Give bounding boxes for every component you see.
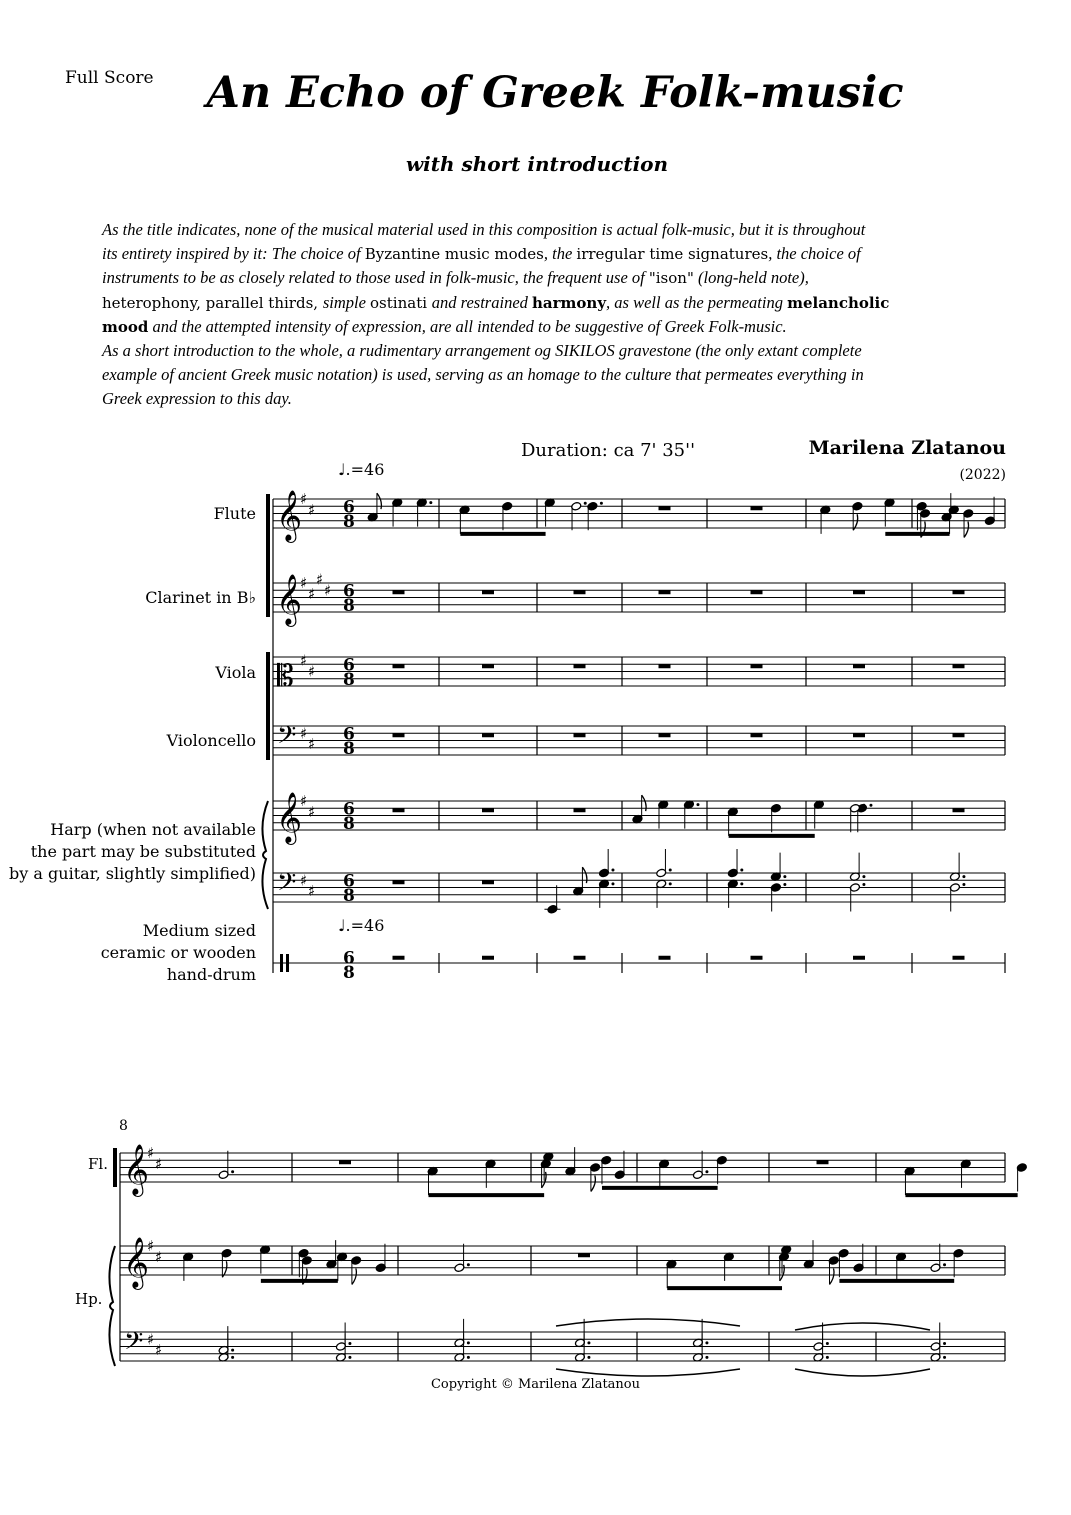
dot [467, 1341, 470, 1344]
alto-clef-icon: 𝄡 [277, 659, 294, 694]
flag [829, 1269, 834, 1285]
time-signature-denominator: 8 [343, 814, 355, 834]
dot [740, 869, 743, 872]
instrument-abbr-harp: Hp. [75, 1290, 103, 1308]
program-note-segment: As the title indicates, none of the musical material used in this composition is actual folk-music, but it is throughout [102, 220, 866, 239]
brace-harp [109, 1246, 115, 1366]
time-signature-denominator: 8 [343, 512, 355, 532]
whole-rest-icon [751, 506, 763, 510]
program-note-segment: Byzantine music modes [364, 245, 544, 264]
whole-rest-icon [751, 590, 763, 594]
program-note-segment: , the choice of [768, 244, 861, 264]
dot [862, 804, 865, 807]
whole-rest-icon [953, 808, 965, 812]
whole-rest-icon [751, 733, 763, 737]
instrument-label-clarinet: Clarinet in B♭ [145, 588, 256, 607]
program-note-segment: mood [102, 317, 149, 336]
harp-label-line: Harp (when not available [50, 820, 256, 839]
program-note-segment: simple [322, 292, 371, 312]
composer-name: Marilena Zlatanou [808, 437, 1006, 459]
whole-rest-icon [339, 1160, 351, 1164]
dot [869, 804, 872, 807]
dot [587, 1356, 590, 1359]
whole-rest-icon [393, 664, 405, 668]
sharp-icon: ♯ [308, 662, 316, 681]
sharp-icon: ♯ [147, 1330, 155, 1349]
dot [705, 1170, 708, 1173]
sharp-icon: ♯ [155, 1247, 163, 1266]
drum-label-line: Medium sized [142, 921, 256, 940]
whole-rest-icon [482, 880, 494, 884]
program-note-segment: ostinati [370, 293, 432, 312]
duration-text: Duration: ca 7' 35'' [521, 440, 696, 461]
sharp-icon: ♯ [300, 871, 308, 890]
whole-rest-icon [574, 733, 586, 737]
whole-rest-icon [853, 733, 865, 737]
sharp-icon: ♯ [300, 574, 308, 592]
time-signature-denominator: 8 [343, 886, 355, 906]
bass-clef-icon: 𝄢 [124, 1326, 144, 1362]
whole-rest-icon [482, 733, 494, 737]
dot [943, 1356, 946, 1359]
time-signature-denominator: 8 [343, 963, 355, 983]
sharp-icon: ♯ [147, 1144, 155, 1162]
dot [348, 1356, 351, 1359]
whole-rest-icon [953, 590, 965, 594]
whole-rest-icon [953, 733, 965, 737]
dot [862, 875, 865, 878]
sharp-icon: ♯ [300, 792, 308, 810]
time-signature-denominator: 8 [343, 739, 355, 759]
dot [740, 882, 743, 885]
sharp-icon: ♯ [155, 1341, 163, 1360]
whole-rest-icon [393, 733, 405, 737]
program-note-segment: its entirety inspired by it: The choice of [102, 244, 365, 264]
time-signature-numerator: 6 [343, 799, 355, 820]
program-note-segment: Greek expression to this day. [102, 389, 292, 409]
time-signature-numerator: 6 [343, 948, 355, 969]
dot [611, 869, 614, 872]
whole-rest-icon [817, 1160, 829, 1164]
time-signature-numerator: 6 [343, 655, 355, 676]
score-title: An Echo of Greek Folk-music [206, 68, 904, 118]
whole-rest-icon [751, 664, 763, 668]
treble-clef-icon: 𝄞 [276, 792, 303, 844]
sharp-icon: ♯ [324, 581, 332, 600]
score-subtitle: with short introduction [405, 152, 669, 176]
sharp-icon: ♯ [308, 802, 316, 821]
whole-rest-icon [574, 808, 586, 812]
sharp-icon: ♯ [155, 1154, 163, 1173]
sharp-icon: ♯ [300, 724, 308, 743]
whole-rest-icon [393, 880, 405, 884]
whole-rest-icon [853, 590, 865, 594]
sharp-icon: ♯ [308, 500, 316, 519]
sharp-icon: ♯ [308, 735, 316, 754]
whole-rest-icon [953, 956, 965, 960]
measure-number: 8 [119, 1118, 128, 1134]
dot [231, 1349, 234, 1352]
program-note-segment: instruments to be as closely related to those used in folk-music, the frequent use of [102, 268, 649, 288]
dot [584, 502, 587, 505]
program-note-segment: "ison" [648, 269, 694, 288]
drum-label-line: hand-drum [166, 965, 256, 984]
flag [352, 1269, 357, 1285]
whole-rest-icon [574, 590, 586, 594]
tempo-marking-drum: ♩.=46 [338, 916, 385, 935]
sharp-icon: ♯ [308, 882, 316, 901]
program-note-segment: , the [543, 244, 577, 264]
instrument-label-cello: Violoncello [166, 731, 256, 750]
program-note-segment: irregular time signatures [576, 245, 769, 264]
percussion-clef-icon [280, 954, 283, 972]
dot [826, 1342, 829, 1345]
whole-rest-icon [659, 956, 671, 960]
flag [591, 1176, 596, 1192]
treble-clef-icon: 𝄞 [276, 574, 303, 626]
time-signature-denominator: 8 [343, 670, 355, 690]
time-signature-numerator: 6 [343, 581, 355, 602]
percussion-clef-icon [286, 954, 289, 972]
whole-rest-icon [659, 733, 671, 737]
instrument-abbr-flute: Fl. [88, 1155, 108, 1173]
dot [962, 875, 965, 878]
tie [795, 1369, 930, 1376]
treble-clef-icon: 𝄞 [123, 1144, 150, 1196]
tie [556, 1369, 740, 1376]
dot [429, 501, 432, 504]
flag [964, 522, 969, 538]
dot [231, 1356, 234, 1359]
sharp-icon: ♯ [300, 651, 308, 670]
program-note-segment: example of ancient Greek music notation) is used, serving as an homage to the culture that permeates everything in [102, 365, 864, 385]
dot [467, 1356, 470, 1359]
whole-rest-icon [953, 664, 965, 668]
sharp-icon: ♯ [308, 584, 316, 603]
bass-clef-icon: 𝄢 [277, 720, 297, 756]
treble-clef-icon: 𝄞 [276, 490, 303, 542]
dot [783, 883, 786, 886]
whole-rest-icon [482, 808, 494, 812]
dot [696, 803, 699, 806]
tie [556, 1319, 740, 1326]
whole-rest-icon [482, 956, 494, 960]
time-signature-numerator: 6 [343, 724, 355, 745]
dot [826, 1356, 829, 1359]
whole-rest-icon [751, 956, 763, 960]
tempo-marking: ♩.=46 [338, 460, 385, 479]
sharp-icon: ♯ [147, 1237, 155, 1255]
dot [705, 1341, 708, 1344]
whole-rest-icon [659, 664, 671, 668]
dot [705, 1356, 708, 1359]
program-note-segment: heterophony, parallel thirds, [102, 293, 323, 312]
dot [611, 882, 614, 885]
program-note-segment: As a short introduction to the whole, a rudimentary arrangement og SIKILOS gravestone (the only extant complete [102, 341, 862, 361]
drum-label-line: ceramic or wooden [100, 943, 256, 962]
whole-rest-icon [574, 664, 586, 668]
dot [943, 1263, 946, 1266]
sharp-icon: ♯ [300, 490, 308, 508]
whole-rest-icon [574, 956, 586, 960]
harp-label-line: by a guitar, slightly simplified) [9, 864, 256, 883]
brace-harp [262, 801, 268, 909]
whole-rest-icon [482, 664, 494, 668]
whole-rest-icon [393, 956, 405, 960]
dot [467, 1263, 470, 1266]
treble-clef-icon: 𝄞 [123, 1237, 150, 1289]
dot [348, 1342, 351, 1345]
time-signature-numerator: 6 [343, 497, 355, 518]
program-note-segment: , as well as the permeating [606, 292, 788, 312]
whole-rest-icon [578, 1253, 590, 1257]
bass-clef-icon: 𝄢 [277, 867, 297, 903]
time-signature-denominator: 8 [343, 596, 355, 616]
whole-rest-icon [853, 956, 865, 960]
whole-rest-icon [482, 590, 494, 594]
harp-label-line: the part may be substituted [30, 842, 256, 861]
program-note-segment: and restrained [431, 292, 533, 312]
whole-rest-icon [853, 664, 865, 668]
dot [669, 882, 672, 885]
dot [669, 869, 672, 872]
sharp-icon: ♯ [316, 570, 324, 589]
program-note-segment: and the attempted intensity of expression, are all intended to be suggestive of Greek Folk-music. [148, 316, 787, 336]
dot [600, 502, 603, 505]
whole-rest-icon [393, 590, 405, 594]
dot [943, 1342, 946, 1345]
whole-rest-icon [393, 808, 405, 812]
time-signature-numerator: 6 [343, 871, 355, 892]
copyright-notice: Copyright © Marilena Zlatanou [430, 1377, 641, 1392]
composition-year: (2022) [959, 467, 1006, 483]
instrument-label-flute: Flute [213, 504, 256, 523]
dot [231, 1170, 234, 1173]
dot [862, 883, 865, 886]
whole-rest-icon [659, 506, 671, 510]
whole-rest-icon [659, 590, 671, 594]
dot [962, 883, 965, 886]
dot [587, 1341, 590, 1344]
instrument-label-viola: Viola [215, 663, 256, 682]
tie [795, 1323, 930, 1330]
program-note-segment: melancholic [787, 293, 890, 312]
dot [783, 875, 786, 878]
program-note-segment: harmony [532, 293, 607, 312]
program-note-segment: (long-held note), [693, 268, 809, 288]
full-score-label: Full Score [65, 68, 154, 88]
